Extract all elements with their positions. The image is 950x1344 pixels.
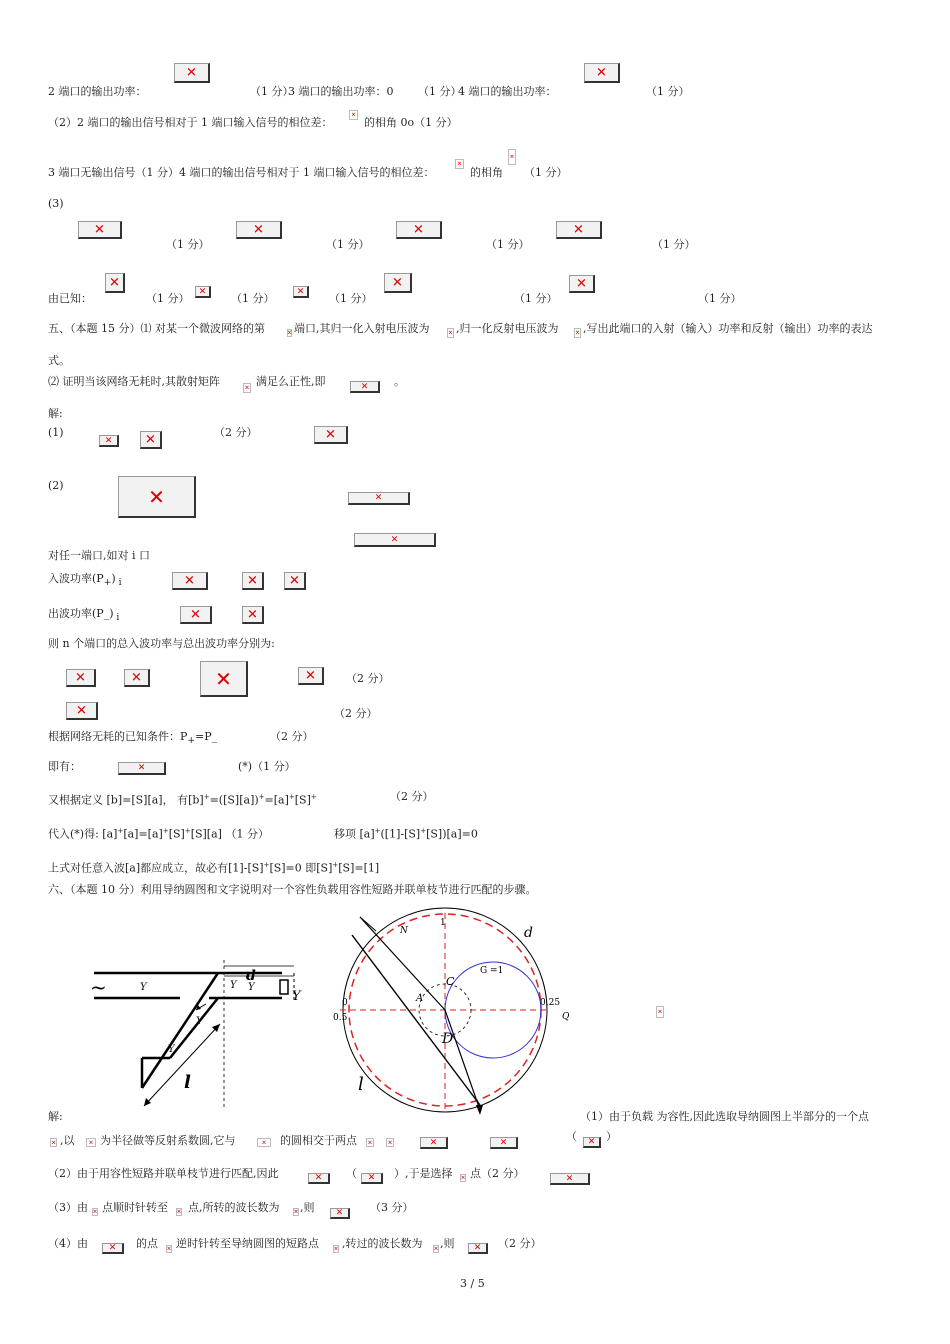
step-3-text: 点,所转的波长数为 bbox=[188, 1201, 280, 1214]
move-text: 移项 [a] bbox=[334, 827, 375, 841]
source-tilde: ~ bbox=[90, 975, 107, 999]
item-3-label: (3) bbox=[48, 197, 64, 210]
formula-image bbox=[460, 1174, 466, 1182]
score-label: （1 分） bbox=[418, 85, 462, 98]
score-label: （2 分） bbox=[498, 1237, 542, 1250]
score-label: （2 分） bbox=[270, 730, 314, 743]
formula-image bbox=[236, 221, 282, 239]
port3-no-output-text: 3 端口无输出信号（1 分）4 端口的输出信号相对于 1 端口输入信号的相位差： bbox=[48, 166, 435, 179]
score-label: （2 分） bbox=[214, 426, 258, 439]
step-4-text: ,则 bbox=[440, 1237, 455, 1250]
formula-image bbox=[468, 1243, 488, 1254]
step-4-text: （4）由 bbox=[48, 1237, 88, 1250]
formula-image bbox=[490, 1137, 518, 1149]
formula-image bbox=[584, 63, 620, 83]
smith-label-q: Q bbox=[562, 1012, 570, 1022]
smith-label-dpoint: D bbox=[442, 1031, 454, 1047]
phase-port2-tail: 的相角 0o（1 分） bbox=[364, 116, 458, 129]
diagram-label-y0: Y bbox=[140, 982, 147, 993]
admittance-smith-chart bbox=[330, 905, 570, 1120]
step-2-text: （ bbox=[346, 1167, 357, 1180]
step-1-paren: ） bbox=[606, 1130, 617, 1143]
smith-label-c: C bbox=[446, 975, 455, 988]
question-5-text: 端口,其归一化入射电压波为 bbox=[294, 322, 430, 335]
period-mark: 。 bbox=[394, 375, 405, 388]
diagram-label-y1: Y bbox=[230, 980, 237, 991]
smith-label-one: 1 bbox=[440, 918, 446, 928]
ji-you-label: 即有： bbox=[48, 760, 81, 773]
step-1-text: 为半径做等反射系数圆,它与 bbox=[100, 1134, 236, 1147]
formula-image bbox=[583, 1137, 601, 1148]
score-label: （1 分） bbox=[326, 238, 370, 251]
formula-image bbox=[396, 221, 442, 239]
smith-label-half: 0.5 bbox=[333, 1013, 348, 1023]
output-power-port2-label: 2 端口的输出功率： bbox=[48, 85, 147, 98]
question-5-text: ,归一化反射电压波为 bbox=[456, 322, 559, 335]
question-5-title: 五、（本题 15 分）⑴ 对某一个微波网络的第 bbox=[48, 322, 265, 335]
step-3-text: ,则 bbox=[300, 1201, 315, 1214]
diagram-label-yl: Y bbox=[292, 989, 301, 1004]
smith-label-g: G =1 bbox=[480, 966, 504, 976]
formula-image bbox=[284, 572, 306, 590]
formula-image bbox=[66, 702, 98, 720]
score-label: （2 分） bbox=[334, 707, 378, 720]
formula-image bbox=[349, 110, 358, 120]
lossless-text: 根据网络无耗的已知条件：P bbox=[48, 730, 188, 743]
formula-image bbox=[172, 572, 208, 590]
formula-image bbox=[118, 762, 166, 775]
incident-power-label: 入波功率$(P_+)$ $_i$ bbox=[48, 572, 122, 589]
formula-image bbox=[118, 476, 196, 518]
sub-item-2: (2) bbox=[48, 479, 64, 492]
score-label: （2 分） bbox=[390, 790, 434, 803]
score-label: （1 分） bbox=[514, 292, 558, 305]
formula-image bbox=[257, 1138, 271, 1147]
definition-line: 又根据定义 [b]=[S][a]， 有[b]+=([S][a])+=[a]+[S]+ bbox=[48, 793, 317, 807]
formula-image bbox=[386, 1138, 394, 1147]
move-tail: ([1]-[S] bbox=[380, 827, 421, 841]
formula-image bbox=[102, 1243, 124, 1254]
formula-image bbox=[361, 1173, 383, 1184]
formula-image bbox=[447, 328, 454, 338]
step-1-paren: （ bbox=[566, 1130, 577, 1143]
formula-image bbox=[105, 273, 125, 293]
question-5-text: ,写出此端口的入射（输入）功率和反射（输出）功率的表达 bbox=[583, 322, 873, 335]
step-1-text: 的圆相交于两点 bbox=[280, 1134, 357, 1147]
output-power-port3-text: 3 端口的输出功率：0 bbox=[288, 85, 394, 98]
formula-image bbox=[656, 1006, 664, 1018]
score-label: （1 分） bbox=[166, 238, 210, 251]
step-2-text: （2）由于用容性短路并联单枝节进行匹配,因此 bbox=[48, 1167, 279, 1180]
score-label: （1 分） bbox=[652, 238, 696, 251]
conclusion-line: 上式对任意入波[a]都应成立，故必有[1]-[S]+[S]=0 即[S]+[S]=[1] bbox=[48, 861, 380, 875]
total-power-text: 则 n 个端口的总入波功率与总出波功率分别为: bbox=[48, 637, 275, 650]
answer-label: 解: bbox=[48, 1110, 63, 1123]
formula-image bbox=[569, 275, 595, 293]
score-label: （1 分） bbox=[329, 292, 373, 305]
formula-image bbox=[99, 435, 119, 447]
substitute-tail: [S][a] （1 分） bbox=[190, 827, 269, 841]
stub-matching-diagram bbox=[84, 960, 324, 1120]
formula-image bbox=[420, 1137, 448, 1149]
reflected-power-label: 出波功率(P_) $_i$ bbox=[48, 607, 120, 624]
formula-image bbox=[314, 426, 348, 444]
formula-image bbox=[366, 1138, 374, 1147]
definition-text: 又根据定义 [b]=[S][a]， 有[b] bbox=[48, 793, 204, 807]
step-2-text: 点（2 分） bbox=[470, 1167, 525, 1180]
formula-image bbox=[243, 383, 251, 393]
formula-image bbox=[176, 1208, 182, 1216]
step-4-text: ,转过的波长数为 bbox=[342, 1237, 423, 1250]
formula-image bbox=[330, 1208, 350, 1219]
formula-image bbox=[50, 1138, 57, 1147]
substitute-mid: [a]=[a] bbox=[123, 827, 163, 841]
formula-image bbox=[242, 606, 264, 624]
formula-image bbox=[293, 286, 309, 298]
formula-image bbox=[508, 149, 516, 165]
move-end: [S])[a]=0 bbox=[426, 827, 478, 841]
smith-label-zero: 0 bbox=[342, 998, 348, 1008]
smith-label-quarter: 0.25 bbox=[540, 998, 561, 1008]
formula-image bbox=[174, 63, 210, 83]
score-label: （1 分） bbox=[146, 292, 190, 305]
conclusion-mid: [S]=0 即[S] bbox=[269, 861, 333, 875]
score-label: （1 分） bbox=[486, 238, 530, 251]
formula-image bbox=[86, 1138, 96, 1147]
conclusion-text: 上式对任意入波[a]都应成立，故必有[1]-[S] bbox=[48, 861, 264, 875]
formula-image bbox=[166, 1245, 172, 1253]
formula-image bbox=[433, 1245, 439, 1253]
formula-image bbox=[298, 667, 324, 685]
formula-image bbox=[195, 286, 211, 298]
score-label: （3 分） bbox=[370, 1201, 414, 1214]
definition-mid: =([S][a]) bbox=[209, 793, 259, 807]
move-line: 移项 [a]+([1]-[S]+[S])[a]=0 bbox=[334, 827, 478, 841]
known-label: 由已知： bbox=[48, 292, 92, 305]
step-1-text: （1）由于负载 为容性,因此选取导纳圆图上半部分的一个点 bbox=[580, 1110, 869, 1123]
formula-image bbox=[350, 381, 380, 393]
score-label: （1 分） bbox=[698, 292, 742, 305]
formula-image bbox=[348, 492, 410, 505]
score-label: （2 分） bbox=[346, 672, 390, 685]
step-4-text: 逆时针转至导纳圆图的短路点 bbox=[176, 1237, 319, 1250]
formula-image bbox=[293, 1208, 299, 1216]
page-number: 3 / 5 bbox=[460, 1277, 485, 1290]
formula-image bbox=[66, 669, 96, 687]
definition-tail: =[a] bbox=[264, 793, 289, 807]
smith-label-n: N bbox=[400, 926, 408, 936]
formula-image bbox=[550, 1173, 590, 1185]
formula-image bbox=[180, 606, 212, 624]
diagram-label-d: d bbox=[246, 968, 256, 984]
score-label: （1 分） bbox=[231, 292, 275, 305]
step-4-text: 的点 bbox=[136, 1237, 158, 1250]
substitute-line: 代入(*)得: [a]+[a]=[a]+[S]+[S][a] （1 分） bbox=[48, 827, 269, 841]
answer-label: 解: bbox=[48, 407, 63, 420]
smith-label-d: d bbox=[524, 925, 533, 941]
step-3-text: （3）由 bbox=[48, 1201, 88, 1214]
diagram-label-y2: Y bbox=[196, 1016, 203, 1027]
any-port-text: 对任一端口,如对 i 口 bbox=[48, 549, 151, 562]
formula-image bbox=[242, 572, 264, 590]
score-label: （1 分） bbox=[646, 85, 690, 98]
formula-image bbox=[140, 431, 162, 449]
formula-image bbox=[92, 1208, 98, 1216]
smith-label-l: l bbox=[358, 1074, 364, 1095]
phase-port2-text: （2）2 端口的输出信号相对于 1 端口输入信号的相位差： bbox=[48, 116, 333, 129]
formula-image bbox=[78, 221, 122, 239]
conclusion-end: [S]=[1] bbox=[338, 861, 380, 875]
formula-image bbox=[574, 328, 581, 338]
step-3-text: 点顺时针转至 bbox=[102, 1201, 168, 1214]
step-1-text: ,以 bbox=[60, 1134, 75, 1147]
question-5-part2: ⑵ 证明当该网络无耗时,其散射矩阵 bbox=[48, 375, 220, 388]
substitute-text: 代入(*)得: [a] bbox=[48, 827, 118, 841]
question-5-part2: 满足么正性,即 bbox=[256, 375, 326, 388]
question-6-title: 六、（本题 10 分）利用导纳圆图和文字说明对一个容性负载用容性短路并联单枝节进行匹配的步骤。 bbox=[48, 883, 537, 896]
formula-image bbox=[384, 273, 412, 293]
formula-image bbox=[455, 159, 464, 169]
diagram-label-y0: Y bbox=[248, 982, 255, 993]
diagram-label-l: l bbox=[184, 1072, 191, 1093]
incident-power-text: 入波功率(P bbox=[48, 572, 104, 585]
formula-image bbox=[308, 1173, 330, 1184]
output-power-port4-label: 4 端口的输出功率： bbox=[458, 85, 557, 98]
lossless-tail: =P bbox=[195, 730, 212, 743]
question-5-text: 式。 bbox=[48, 354, 70, 367]
lossless-condition: 根据网络无耗的已知条件：$P_+=P\_$ bbox=[48, 730, 218, 747]
formula-image bbox=[200, 661, 248, 697]
star-equation-label: (*)（1 分） bbox=[238, 760, 296, 773]
formula-image bbox=[333, 1245, 339, 1253]
formula-image bbox=[287, 329, 292, 337]
formula-image bbox=[354, 533, 436, 547]
score-label: （1 分） bbox=[250, 85, 294, 98]
step-2-text: ）,于是选择 bbox=[394, 1167, 453, 1180]
sub-item-1: (1) bbox=[48, 426, 64, 439]
phase-port4-tail: 的相角 bbox=[470, 166, 503, 179]
score-label: （1 分） bbox=[524, 166, 568, 179]
formula-image bbox=[124, 669, 150, 687]
diagram-label-y0: Y bbox=[168, 1044, 175, 1055]
reflected-power-text: 出波功率(P bbox=[48, 607, 104, 620]
formula-image bbox=[556, 221, 602, 239]
smith-label-a: A bbox=[416, 993, 424, 1004]
